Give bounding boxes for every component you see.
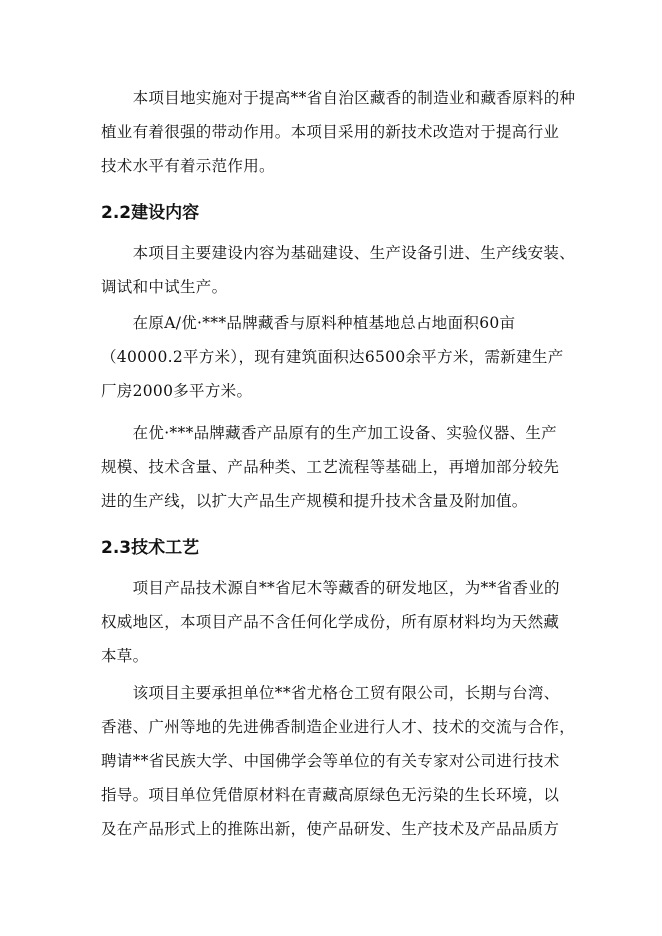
paragraph-line: 权威地区，本项目产品不含任何化学成份，所有原材料均为天然藏 (101, 613, 560, 631)
paragraph-line: 进的生产线，以扩大产品生产规模和提升技术含量及附加值。 (101, 492, 528, 510)
paragraph-line: 聘请**省民族大学、中国佛学会等单位的有关专家对公司进行技术 (101, 752, 560, 770)
paragraph-line: 在优·***品牌藏香产品原有的生产加工设备、实验仪器、生产 (101, 424, 557, 442)
paragraph-line: 项目产品技术源自**省尼木等藏香的研发地区，为**省香业的 (101, 579, 560, 597)
section-heading-technology: 2.3技术工艺 (101, 538, 200, 558)
paragraph-line: 本项目主要建设内容为基础建设、生产设备引进、生产线安装、 (101, 244, 576, 262)
paragraph-line: 技术水平有着示范作用。 (101, 157, 275, 175)
paragraph-line: 及在产品形式上的推陈出新，使产品研发、生产技术及产品品质方 (101, 820, 560, 838)
paragraph-line: （40000.2平方米），现有建筑面积达6500余平方米，需新建生产 (101, 348, 564, 366)
technology-source-paragraph (101, 571, 561, 673)
paragraph-line: 规模、技术含量、产品种类、工艺流程等基础上，再增加部分较先 (101, 458, 560, 476)
paragraph-line: 指导。项目单位凭借原材料在青藏高原绿色无污染的生长环境，以 (101, 786, 560, 804)
paragraph-line: 调试和中试生产。 (101, 278, 228, 296)
intro-paragraph (101, 81, 576, 183)
undertaking-unit-paragraph (101, 676, 576, 846)
section-heading-construction: 2.2建设内容 (101, 203, 200, 223)
land-area-paragraph (101, 306, 564, 408)
paragraph-line: 该项目主要承担单位**省尤格仓工贸有限公司，长期与台湾、 (101, 684, 560, 702)
paragraph-line: 本草。 (101, 647, 149, 665)
production-upgrade-paragraph (101, 416, 561, 518)
paragraph-line: 香港、广州等地的先进佛香制造企业进行人才、技术的交流与合作， (101, 718, 576, 736)
paragraph-line: 厂房2000多平方米。 (101, 382, 253, 400)
paragraph-line: 植业有着很强的带动作用。本项目采用的新技术改造对于提高行业 (101, 123, 560, 141)
construction-scope-paragraph (101, 236, 576, 304)
paragraph-line: 在原A/优·***品牌藏香与原料种植基地总占地面积60亩 (101, 314, 516, 332)
paragraph-line: 本项目地实施对于提高**省自治区藏香的制造业和藏香原料的种 (101, 89, 576, 107)
